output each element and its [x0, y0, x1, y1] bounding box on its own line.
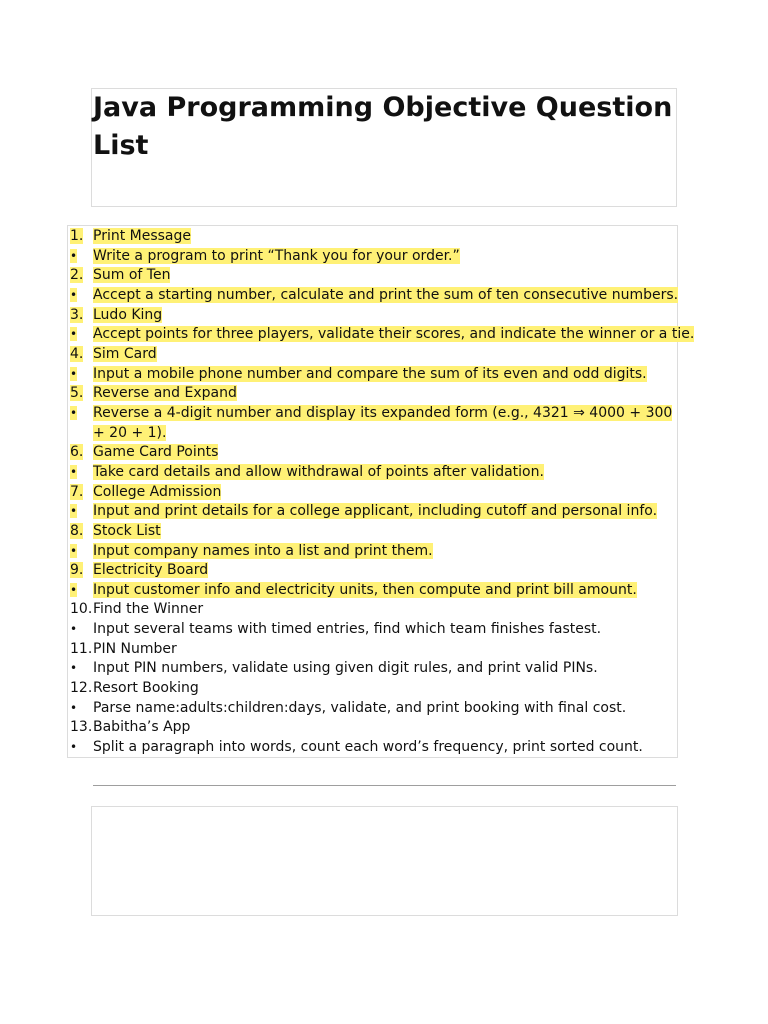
list-item-text [93, 699, 677, 719]
list-item-label: PIN Number [93, 640, 177, 657]
list-item-marker: • [70, 582, 78, 597]
list-item-marker: • [70, 661, 78, 676]
list-item-marker: 10. [70, 601, 93, 618]
title-box [91, 88, 677, 207]
bullet-marker [68, 502, 93, 522]
list-item-label: Write a program to print “Thank you for your order.” [93, 247, 460, 264]
list-item-marker: • [70, 543, 78, 558]
number-marker [68, 561, 93, 581]
list-item-text [93, 266, 677, 286]
list-item-marker: • [70, 405, 78, 420]
list-item-description [68, 286, 677, 306]
list-item-label: Babitha’s App [93, 719, 191, 736]
list-item-marker: • [70, 464, 78, 479]
number-marker [68, 345, 93, 365]
number-marker [68, 522, 93, 542]
number-marker [68, 483, 93, 503]
list-item-text [93, 640, 677, 660]
list-item-text [93, 561, 677, 581]
bullet-marker [68, 365, 93, 385]
list-item-label: Electricity Board [93, 562, 209, 579]
list-item-text [93, 404, 677, 443]
list-item-label: Sum of Ten [93, 267, 171, 284]
list-item-heading [68, 227, 677, 247]
bullet-marker [68, 325, 93, 345]
list-item-label: Input a mobile phone number and compare the sum of its even and odd digits. [93, 365, 647, 382]
list-item-marker: 1. [70, 228, 84, 244]
list-item-text [93, 306, 677, 326]
list-item-marker: • [70, 327, 78, 342]
number-marker [68, 384, 93, 404]
list-item-marker: 13. [70, 719, 93, 736]
list-item-heading [68, 679, 677, 699]
list-item-label: Reverse and Expand [93, 385, 237, 402]
list-item-label: Input and print details for a college applicant, including cutoff and personal info. [93, 503, 658, 520]
bullet-marker [68, 738, 93, 758]
number-marker [68, 227, 93, 247]
list-item-label: Ludo King [93, 306, 163, 323]
list-item-heading [68, 718, 677, 738]
list-item-text [93, 659, 677, 679]
number-marker [68, 679, 93, 699]
number-marker [68, 718, 93, 738]
list-item-marker: • [70, 700, 78, 715]
list-item-marker: 9. [70, 562, 84, 579]
list-item-label: Reverse a 4-digit number and display its expanded form (e.g., 4321 ⇒ 4000 + 300 + 20 + 1). [93, 404, 673, 441]
list-item-text [93, 443, 677, 463]
list-item-description [68, 659, 677, 679]
list-item-description [68, 463, 677, 483]
list-item-text [93, 600, 677, 620]
bullet-marker [68, 463, 93, 483]
list-item-heading [68, 483, 677, 503]
list-item-text [93, 286, 682, 306]
list-item-label: Find the Winner [93, 601, 204, 618]
list-item-description [68, 365, 677, 385]
list-item-heading [68, 443, 677, 463]
list-item-label: Stock List [93, 522, 161, 539]
document-title: Java Programming Objective Question List [93, 92, 673, 161]
list-item-marker: 4. [70, 345, 84, 362]
list-item-text [93, 483, 677, 503]
list-item-label: Resort Booking [93, 680, 199, 697]
list-item-text [93, 463, 677, 483]
list-item-label: Take card details and allow withdrawal of points after validation. [93, 463, 544, 480]
list-item-heading [68, 384, 677, 404]
list-item-description [68, 502, 677, 522]
empty-box [91, 806, 678, 916]
list-item-description [68, 581, 677, 601]
list-item-heading [68, 306, 677, 326]
list-item-label: Input several teams with timed entries, find which team finishes fastest. [93, 621, 602, 638]
list-item-description [68, 325, 695, 345]
list-item-text [93, 581, 677, 601]
list-item-label: Game Card Points [93, 444, 219, 461]
list-item-description [68, 620, 677, 640]
list-item-text [93, 542, 677, 562]
list-item-label: Sim Card [93, 345, 157, 362]
question-list-box [67, 225, 695, 758]
list-item-text [93, 738, 677, 758]
bullet-marker [68, 659, 93, 679]
list-item-label: College Admission [93, 483, 222, 500]
list-item-text [93, 718, 677, 738]
list-item-heading [68, 600, 677, 620]
list-item-label: Accept points for three players, validate their scores, and indicate the winner or a tie. [93, 326, 695, 343]
list-item-text [93, 325, 698, 345]
list-item-text [93, 522, 677, 542]
list-item-label: Parse name:adults:children:days, validate, and print booking with final cost. [93, 699, 627, 716]
list-item-text [93, 365, 677, 385]
list-item-label: Split a paragraph into words, count each word’s frequency, print sorted count. [93, 739, 643, 756]
list-item-description [68, 247, 677, 267]
bullet-marker [68, 620, 93, 640]
list-item-label: Print Message [93, 228, 192, 244]
list-item-text [93, 502, 677, 522]
list-item-text [93, 345, 677, 365]
list-item-heading [68, 522, 677, 542]
bullet-marker [68, 699, 93, 719]
list-item-heading [68, 640, 677, 660]
bullet-marker [68, 286, 93, 306]
list-item-marker: 3. [70, 306, 84, 323]
list-item-text [93, 679, 677, 699]
list-item-marker: • [70, 366, 78, 381]
list-item-marker: 6. [70, 444, 84, 461]
list-item-heading [68, 266, 677, 286]
list-item-marker: 2. [70, 267, 84, 284]
list-item-marker: 7. [70, 483, 84, 500]
list-item-marker: 12. [70, 680, 93, 697]
list-item-label: Accept a starting number, calculate and print the sum of ten consecutive numbers. [93, 286, 679, 303]
list-item-label: Input customer info and electricity units, then compute and print bill amount. [93, 581, 637, 598]
list-item-description [68, 404, 677, 443]
number-marker [68, 600, 93, 620]
list-item-label: Input PIN numbers, validate using given digit rules, and print valid PINs. [93, 660, 598, 677]
list-item-text [93, 227, 677, 247]
list-item-text [93, 384, 677, 404]
bullet-marker [68, 404, 93, 424]
list-item-marker: • [70, 622, 78, 637]
bullet-marker [68, 542, 93, 562]
number-marker [68, 306, 93, 326]
list-item-description [68, 542, 677, 562]
list-item-marker: • [70, 504, 78, 519]
question-list [68, 227, 695, 758]
list-item-description [68, 699, 677, 719]
number-marker [68, 640, 93, 660]
list-item-label: Input company names into a list and print them. [93, 542, 433, 559]
horizontal-divider [93, 785, 676, 786]
number-marker [68, 443, 93, 463]
bullet-marker [68, 581, 93, 601]
list-item-heading [68, 561, 677, 581]
list-item-text [93, 247, 677, 267]
list-item-heading [68, 345, 677, 365]
list-item-text [93, 620, 677, 640]
bullet-marker [68, 247, 93, 267]
list-item-marker: 11. [70, 640, 93, 657]
list-item-marker: 8. [70, 522, 84, 539]
list-item-description [68, 738, 677, 758]
list-item-marker: 5. [70, 385, 84, 402]
list-item-marker: • [70, 248, 78, 263]
number-marker [68, 266, 93, 286]
list-item-marker: • [70, 740, 78, 755]
list-item-marker: • [70, 287, 78, 302]
